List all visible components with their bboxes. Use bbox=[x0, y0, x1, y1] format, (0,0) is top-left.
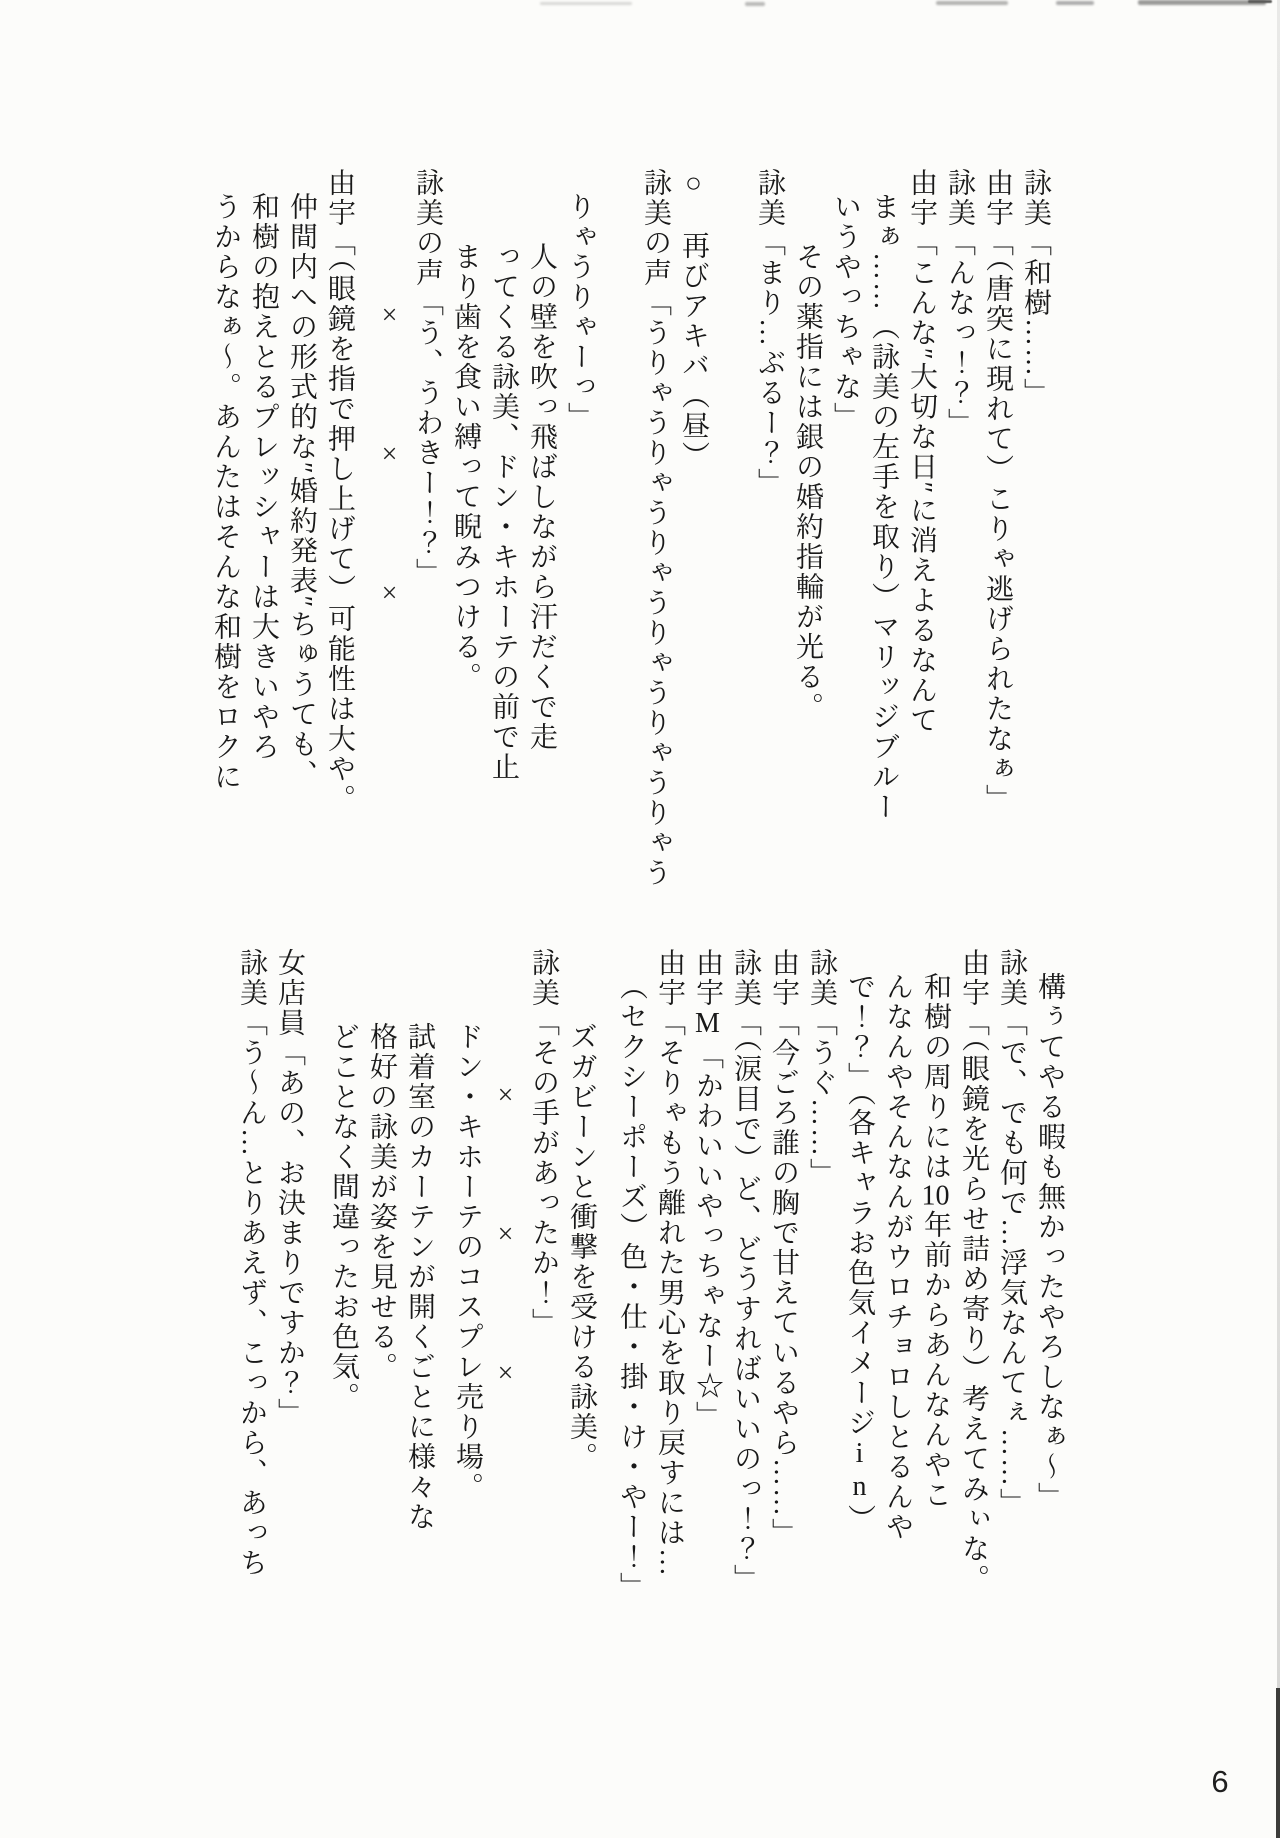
script-line: まり歯を食い縛って睨みつける。 bbox=[450, 242, 481, 692]
scan-artifact bbox=[1248, 0, 1272, 3]
blank-column bbox=[712, 168, 750, 828]
upright-latin: M bbox=[692, 1008, 723, 1041]
script-line: で！？」（各キャラお色気イメージin） bbox=[844, 972, 875, 1534]
scene-separator bbox=[486, 948, 524, 1608]
script-line: （セクシーポーズ）色・仕・掛・け・やー！」 bbox=[616, 972, 647, 1602]
script-line: ズガビーンと衝撃を受ける詠美。 bbox=[566, 1022, 597, 1472]
script-line: 詠美「（涙目で）ど、どうすればいいのっ！？」 bbox=[730, 948, 761, 1594]
blank-column bbox=[598, 168, 636, 828]
x-mark: × bbox=[374, 578, 405, 611]
script-line: いうやっちゃな」 bbox=[830, 192, 861, 432]
script-line: 詠美「その手があったか！」 bbox=[528, 948, 559, 1338]
script-line: 由宇「そりゃもう離れた男心を取り戻すには… bbox=[654, 948, 685, 1578]
page-edge-shadow-dark bbox=[1276, 1688, 1280, 1838]
script-line: 構ぅてやる暇も無かったやろしなぁ～」 bbox=[1034, 972, 1065, 1512]
scan-artifact bbox=[936, 1, 1008, 5]
script-line: 由宇「（眼鏡を指で押し上げて）可能性は大や。 bbox=[324, 168, 355, 814]
script-line: どことなく間違ったお色気。 bbox=[328, 1022, 359, 1412]
scene-separator bbox=[370, 168, 408, 828]
script-line: その薬指には銀の婚約指輪が光る。 bbox=[792, 242, 823, 722]
scan-artifact bbox=[1138, 0, 1266, 5]
script-line: 人の壁を吹っ飛ばしながら汗だくで走 bbox=[526, 242, 557, 752]
x-mark: × bbox=[490, 1219, 521, 1252]
script-line: んなんやそんなんがウロチョロしとるんや bbox=[882, 972, 913, 1542]
script-line: りゃうりゃーっ」 bbox=[564, 192, 595, 432]
scan-artifact bbox=[745, 2, 765, 6]
script-line: 詠美「和樹……」 bbox=[1020, 168, 1051, 408]
script-tier-upper bbox=[206, 168, 1054, 888]
script-line: 詠美の声「う、うわきー！？」 bbox=[412, 168, 443, 588]
script-line: うからなぁ～。あんたはそんな和樹をロクに bbox=[210, 192, 241, 792]
script-line: 由宇「（唐突に現れて）こりゃ逃げられたなぁ」 bbox=[982, 168, 1013, 814]
script-line: 試着室のカーテンが開くごとに様々な bbox=[404, 1022, 435, 1532]
page-number: 6 bbox=[1211, 1764, 1229, 1799]
upright-latin: in bbox=[844, 1438, 875, 1504]
scan-artifact bbox=[1056, 1, 1094, 5]
script-line: まぁ……（詠美の左手を取り）マリッジブルー bbox=[868, 192, 899, 822]
script-line: 由宇「今ごろ誰の胸で甘えているやら……」 bbox=[768, 948, 799, 1548]
script-line: 詠美「うぐ……」 bbox=[806, 948, 837, 1188]
scene-heading: ○ 再びアキバ（昼） bbox=[678, 168, 709, 471]
horizontal-in-vertical-number: 10 bbox=[921, 1182, 950, 1210]
script-line: 詠美「まり…ぶるー？」 bbox=[754, 168, 785, 498]
script-line: 仲間内への形式的な″婚約発表″ちゅうても、 bbox=[286, 192, 317, 790]
x-mark: × bbox=[374, 300, 405, 333]
script-line: 女店員「あの、お決まりですか？」 bbox=[274, 948, 305, 1428]
x-mark: × bbox=[490, 1080, 521, 1113]
scan-artifact bbox=[540, 2, 632, 5]
script-tier-lower bbox=[232, 948, 1068, 1608]
script-line: 由宇「こんな″大切な日″に消えよるなんて bbox=[906, 168, 937, 736]
script-line: 和樹の周りには10年前からあんなんやこ bbox=[920, 972, 951, 1510]
script-line: 詠美「で、でも何で…浮気なんてぇ……」 bbox=[996, 948, 1027, 1518]
x-mark: × bbox=[490, 1358, 521, 1391]
script-line: 由宇M「かわいいやっちゃなー☆」 bbox=[692, 948, 723, 1431]
script-line: ってくる詠美、ドン・キホーテの前で止 bbox=[488, 242, 519, 782]
script-line: 詠美の声「うりゃうりゃうりゃうりゃうりゃうりゃう bbox=[640, 168, 671, 888]
script-line: 和樹の抱えとるプレッシャーは大きいやろ bbox=[248, 192, 279, 762]
script-line: 詠美「う～ん…とりあえず、こっから、あっち bbox=[236, 948, 267, 1578]
script-line: 詠美「んなっ！？」 bbox=[944, 168, 975, 438]
script-line: 格好の詠美が姿を見せる。 bbox=[366, 1022, 397, 1382]
x-mark: × bbox=[374, 439, 405, 472]
script-line: ドン・キホーテのコスプレ売り場。 bbox=[452, 1022, 483, 1502]
script-line: 由宇「（眼鏡を光らせ詰め寄り）考えてみぃな。 bbox=[958, 948, 989, 1594]
